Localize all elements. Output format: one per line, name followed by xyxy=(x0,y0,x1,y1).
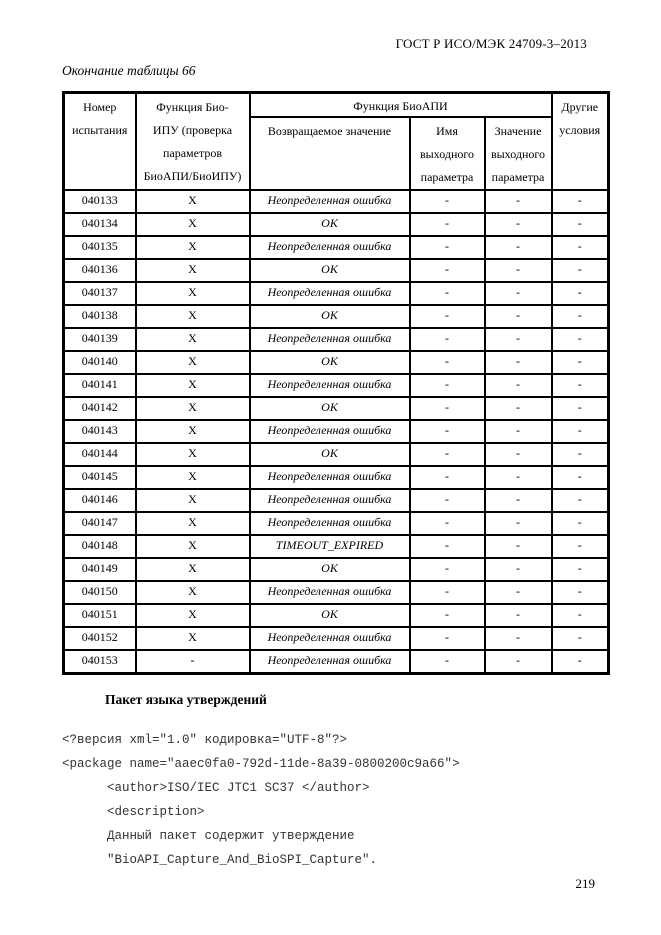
cell-return-value: Неопределенная ошибка xyxy=(250,627,410,650)
table-row xyxy=(64,627,609,650)
cell-bsp-mark: Х xyxy=(136,535,250,558)
cell-return-value: Неопределенная ошибка xyxy=(250,489,410,512)
cell-return-value: Неопределенная ошибка xyxy=(250,420,410,443)
cell-output-param-name: - xyxy=(410,558,485,581)
cell-other-conditions: - xyxy=(552,328,609,351)
cell-return-value: Неопределенная ошибка xyxy=(250,282,410,305)
cell-output-param-name: - xyxy=(410,213,485,236)
cell-bsp-mark: Х xyxy=(136,627,250,650)
cell-output-param-name: - xyxy=(410,259,485,282)
cell-output-param-name: - xyxy=(410,282,485,305)
cell-test-id: 040153 xyxy=(64,650,136,674)
cell-output-param-value: - xyxy=(485,604,552,627)
header-line: Возвращаемое значение xyxy=(267,124,392,138)
cell-test-id: 040136 xyxy=(64,259,136,282)
col-header-output-param-name xyxy=(410,117,485,190)
cell-output-param-name: - xyxy=(410,420,485,443)
cell-test-id: 040144 xyxy=(64,443,136,466)
code-line: <author>ISO/IEC JTC1 SC37 </author> xyxy=(62,781,370,795)
cell-output-param-name: - xyxy=(410,328,485,351)
cell-output-param-name: - xyxy=(410,305,485,328)
cell-other-conditions: - xyxy=(552,535,609,558)
section-heading: Пакет языка утверждений xyxy=(105,692,267,707)
header-line: параметра xyxy=(491,170,545,184)
code-line: <?версия xml="1.0" кодировка="UTF-8"?> xyxy=(62,733,348,747)
cell-output-param-value: - xyxy=(485,581,552,604)
cell-other-conditions: - xyxy=(552,305,609,328)
header-line: параметра xyxy=(420,170,474,184)
code-line: Данный пакет содержит утверждение xyxy=(62,829,355,843)
code-line: "BioAPI_Capture_And_BioSPI_Capture". xyxy=(62,853,378,867)
table-row xyxy=(64,305,609,328)
cell-output-param-value: - xyxy=(485,190,552,213)
table-row xyxy=(64,604,609,627)
cell-return-value: ОК xyxy=(250,604,410,627)
cell-test-id: 040150 xyxy=(64,581,136,604)
cell-bsp-mark: Х xyxy=(136,466,250,489)
cell-test-id: 040152 xyxy=(64,627,136,650)
cell-output-param-value: - xyxy=(485,351,552,374)
cell-output-param-name: - xyxy=(410,581,485,604)
cell-other-conditions: - xyxy=(552,190,609,213)
cell-bsp-mark: Х xyxy=(136,305,250,328)
cell-bsp-mark: Х xyxy=(136,190,250,213)
cell-output-param-name: - xyxy=(410,236,485,259)
cell-output-param-value: - xyxy=(485,420,552,443)
cell-test-id: 040146 xyxy=(64,489,136,512)
cell-other-conditions: - xyxy=(552,627,609,650)
cell-other-conditions: - xyxy=(552,604,609,627)
cell-test-id: 040148 xyxy=(64,535,136,558)
cell-return-value: Неопределенная ошибка xyxy=(250,581,410,604)
header-row-1 xyxy=(64,93,609,118)
table-caption: Окончание таблицы 66 xyxy=(62,63,196,78)
table-row xyxy=(64,489,609,512)
cell-other-conditions: - xyxy=(552,489,609,512)
cell-other-conditions: - xyxy=(552,558,609,581)
cell-bsp-mark: Х xyxy=(136,282,250,305)
header-line: выходного xyxy=(419,147,475,161)
header-line: выходного xyxy=(490,147,546,161)
cell-output-param-name: - xyxy=(410,512,485,535)
table-row xyxy=(64,443,609,466)
doc-header xyxy=(62,36,587,52)
cell-output-param-value: - xyxy=(485,489,552,512)
cell-bsp-mark: Х xyxy=(136,374,250,397)
cell-other-conditions: - xyxy=(552,236,609,259)
test-results-table xyxy=(62,91,610,675)
cell-return-value: Неопределенная ошибка xyxy=(250,466,410,489)
cell-output-param-value: - xyxy=(485,627,552,650)
cell-test-id: 040140 xyxy=(64,351,136,374)
header-line: Номер xyxy=(83,100,117,114)
cell-other-conditions: - xyxy=(552,282,609,305)
table-row xyxy=(64,282,609,305)
table-row xyxy=(64,351,609,374)
cell-output-param-value: - xyxy=(485,282,552,305)
cell-return-value: Неопределенная ошибка xyxy=(250,190,410,213)
header-line: испытания xyxy=(72,123,128,137)
table-row xyxy=(64,420,609,443)
standard-number: ГОСТ Р ИСО/МЭК 24709-3–2013 xyxy=(395,36,587,51)
cell-output-param-name: - xyxy=(410,443,485,466)
cell-other-conditions: - xyxy=(552,374,609,397)
header-line: Функция Био- xyxy=(156,100,229,114)
cell-bsp-mark: Х xyxy=(136,558,250,581)
cell-bsp-mark: Х xyxy=(136,512,250,535)
cell-output-param-name: - xyxy=(410,190,485,213)
cell-test-id: 040147 xyxy=(64,512,136,535)
header-line: БиоАПИ/БиоИПУ) xyxy=(143,169,242,183)
cell-output-param-value: - xyxy=(485,535,552,558)
cell-output-param-value: - xyxy=(485,650,552,674)
cell-test-id: 040149 xyxy=(64,558,136,581)
cell-bsp-mark: Х xyxy=(136,604,250,627)
cell-output-param-value: - xyxy=(485,558,552,581)
cell-other-conditions: - xyxy=(552,213,609,236)
cell-output-param-value: - xyxy=(485,236,552,259)
table-row xyxy=(64,535,609,558)
header-line: ИПУ (проверка xyxy=(152,123,233,137)
cell-output-param-value: - xyxy=(485,305,552,328)
cell-output-param-name: - xyxy=(410,374,485,397)
cell-bsp-mark: - xyxy=(136,650,250,674)
cell-return-value: ОК xyxy=(250,443,410,466)
cell-test-id: 040137 xyxy=(64,282,136,305)
cell-output-param-value: - xyxy=(485,374,552,397)
cell-bsp-mark: Х xyxy=(136,397,250,420)
cell-output-param-name: - xyxy=(410,604,485,627)
cell-return-value: ОК xyxy=(250,305,410,328)
cell-output-param-value: - xyxy=(485,397,552,420)
cell-return-value: ОК xyxy=(250,213,410,236)
cell-return-value: Неопределенная ошибка xyxy=(250,650,410,674)
cell-bsp-mark: Х xyxy=(136,443,250,466)
cell-return-value: ОК xyxy=(250,259,410,282)
cell-return-value: ОК xyxy=(250,351,410,374)
table-body xyxy=(64,190,609,674)
cell-other-conditions: - xyxy=(552,259,609,282)
cell-test-id: 040145 xyxy=(64,466,136,489)
cell-output-param-name: - xyxy=(410,351,485,374)
cell-other-conditions: - xyxy=(552,581,609,604)
cell-return-value: ОК xyxy=(250,397,410,420)
header-line: Другие xyxy=(561,100,599,114)
cell-other-conditions: - xyxy=(552,351,609,374)
cell-other-conditions: - xyxy=(552,397,609,420)
table-row xyxy=(64,558,609,581)
header-line: условия xyxy=(559,123,601,137)
table-row xyxy=(64,328,609,351)
cell-output-param-value: - xyxy=(485,443,552,466)
cell-test-id: 040151 xyxy=(64,604,136,627)
code-line: <description> xyxy=(62,805,205,819)
cell-output-param-value: - xyxy=(485,213,552,236)
cell-other-conditions: - xyxy=(552,650,609,674)
cell-test-id: 040139 xyxy=(64,328,136,351)
table-row xyxy=(64,190,609,213)
cell-bsp-mark: Х xyxy=(136,351,250,374)
cell-return-value: Неопределенная ошибка xyxy=(250,328,410,351)
code-line: <package name="aaec0fa0-792d-11de-8a39-0800200c9a66"> xyxy=(62,757,460,771)
cell-other-conditions: - xyxy=(552,443,609,466)
assertion-package-code xyxy=(62,728,622,872)
cell-return-value: Неопределенная ошибка xyxy=(250,374,410,397)
cell-other-conditions: - xyxy=(552,512,609,535)
cell-output-param-name: - xyxy=(410,650,485,674)
cell-return-value: ОК xyxy=(250,558,410,581)
cell-bsp-mark: Х xyxy=(136,489,250,512)
cell-bsp-mark: Х xyxy=(136,236,250,259)
cell-return-value: Неопределенная ошибка xyxy=(250,236,410,259)
cell-test-id: 040142 xyxy=(64,397,136,420)
cell-test-id: 040134 xyxy=(64,213,136,236)
cell-output-param-name: - xyxy=(410,466,485,489)
cell-bsp-mark: Х xyxy=(136,581,250,604)
cell-test-id: 040143 xyxy=(64,420,136,443)
table-row xyxy=(64,512,609,535)
cell-return-value: TIMEOUT_EXPIRED xyxy=(250,535,410,558)
group-header-bioapi-function: Функция БиоАПИ xyxy=(250,93,552,118)
cell-output-param-value: - xyxy=(485,466,552,489)
cell-output-param-name: - xyxy=(410,489,485,512)
cell-output-param-name: - xyxy=(410,397,485,420)
table-row xyxy=(64,466,609,489)
cell-return-value: Неопределенная ошибка xyxy=(250,512,410,535)
table-row xyxy=(64,259,609,282)
cell-bsp-mark: Х xyxy=(136,420,250,443)
table-row xyxy=(64,397,609,420)
cell-other-conditions: - xyxy=(552,420,609,443)
cell-other-conditions: - xyxy=(552,466,609,489)
col-header-output-param-value xyxy=(485,117,552,190)
cell-test-id: 040141 xyxy=(64,374,136,397)
header-line: параметров xyxy=(162,146,223,160)
header-line: Имя xyxy=(436,124,458,138)
cell-test-id: 040133 xyxy=(64,190,136,213)
table-row xyxy=(64,236,609,259)
cell-output-param-value: - xyxy=(485,259,552,282)
cell-output-param-name: - xyxy=(410,627,485,650)
col-header-bsp-function xyxy=(136,93,250,191)
cell-test-id: 040138 xyxy=(64,305,136,328)
cell-output-param-value: - xyxy=(485,328,552,351)
table-row xyxy=(64,650,609,674)
cell-output-param-name: - xyxy=(410,535,485,558)
col-header-return-value xyxy=(250,117,410,190)
table-row xyxy=(64,213,609,236)
table-row xyxy=(64,374,609,397)
cell-output-param-value: - xyxy=(485,512,552,535)
cell-bsp-mark: Х xyxy=(136,213,250,236)
header-line: Значение xyxy=(494,124,542,138)
page-number: 219 xyxy=(575,876,595,891)
cell-test-id: 040135 xyxy=(64,236,136,259)
table-row xyxy=(64,581,609,604)
cell-bsp-mark: Х xyxy=(136,328,250,351)
cell-bsp-mark: Х xyxy=(136,259,250,282)
col-header-test-number xyxy=(64,93,136,191)
col-header-other-conditions xyxy=(552,93,609,191)
